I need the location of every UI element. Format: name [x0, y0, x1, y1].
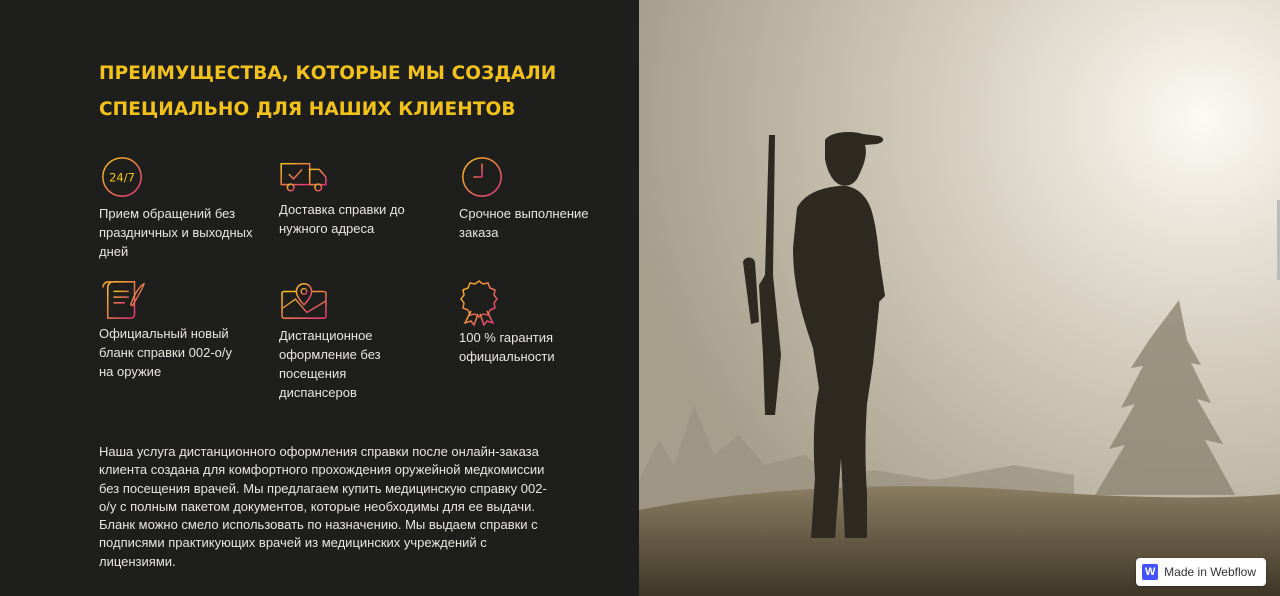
clock-24-7-icon [99, 154, 145, 200]
feature-text: Дистанционное оформление без посещения диспансеров [279, 328, 381, 400]
feature-24-7 [99, 154, 259, 261]
document-quill-icon [99, 278, 149, 320]
map-location-icon [279, 280, 329, 322]
section-title [99, 56, 619, 128]
feature-text: Срочное выполнение заказа [459, 206, 589, 240]
feature-text: Официальный новый бланк справки 002-о/у на оружие [99, 326, 232, 379]
advantages-panel [0, 0, 639, 596]
hunter-silhouette-image [639, 0, 1280, 596]
feature-urgent [459, 154, 599, 242]
title-line-2: СПЕЦИАЛЬНО ДЛЯ НАШИХ КЛИЕНТОВ [99, 99, 516, 120]
clock-icon [459, 154, 505, 200]
delivery-truck-icon [279, 158, 329, 196]
feature-guarantee [459, 278, 599, 366]
feature-text: Прием обращений без праздничных и выходных дней [99, 206, 253, 259]
feature-delivery [279, 158, 409, 238]
title-line-1: ПРЕИМУЩЕСТВА, КОТОРЫЕ МЫ СОЗДАЛИ [99, 63, 557, 84]
feature-text: Доставка справки до нужного адреса [279, 202, 405, 236]
hunter-photo [639, 0, 1280, 596]
award-ribbon-icon [459, 278, 499, 326]
icon-24-7-text: 24/7 [109, 170, 135, 185]
webflow-logo-icon: W [1142, 564, 1158, 580]
service-description: Наша услуга дистанционного оформления справки после онлайн-заказа клиента создана для комфортного прохождения оружейной медкомиссии без посещения врачей. Мы предлагаем купить медицинскую справку 002-о/у с полным пакетом документов, которые необходимы для ее выдачи. Бланк можно смело использовать по назначению. Мы выдаем справки с подписями практикующих врачей из медицинских учреждений с лицензиями. [99, 444, 547, 569]
feature-remote [279, 280, 409, 402]
made-in-webflow-badge[interactable] [1136, 558, 1266, 586]
feature-blank [99, 278, 249, 381]
feature-text: 100 % гарантия официальности [459, 330, 555, 364]
badge-label: Made in Webflow [1164, 565, 1256, 579]
